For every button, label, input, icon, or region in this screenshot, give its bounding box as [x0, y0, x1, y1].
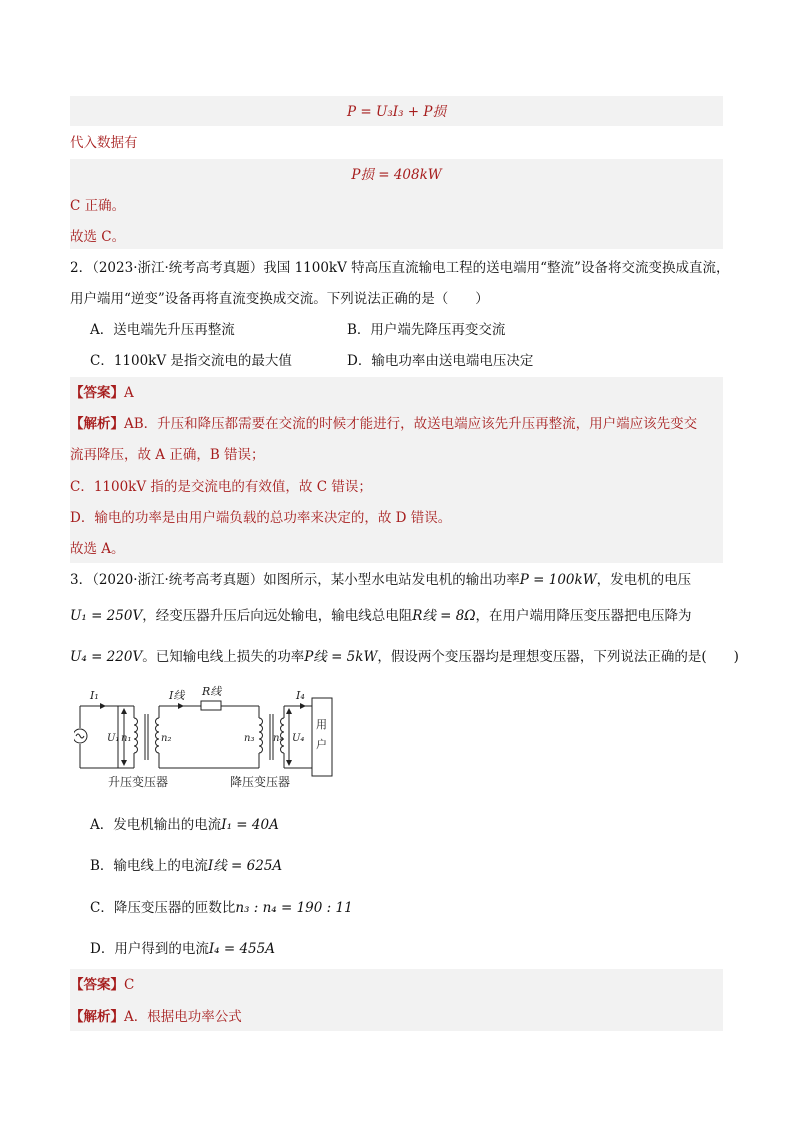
answer-value: A [124, 385, 134, 401]
option-value: n₃ : n₄ = 190 : 11 [235, 900, 353, 916]
q2-analysis-line-3: C．1100kV 指的是交流电的有效值，故 C 错误； [70, 479, 372, 495]
label-n4: n₄ [273, 733, 284, 744]
current-arrow-i1 [100, 703, 106, 709]
q3-option-a [90, 816, 279, 834]
current-arrow-i4 [300, 703, 306, 709]
q3-voltage-u4: U₄ = 220V [70, 649, 143, 665]
label-n2: n₂ [161, 733, 172, 744]
label-i1: I₁ [90, 689, 99, 702]
q2-option-a: A．送电端先升压再整流 [90, 322, 235, 338]
q3-stem-text: 3．（2020·浙江·统考高考真题）如图所示，某小型水电站发电机的输出功率 [70, 572, 520, 588]
choose-c-text: 故选 C。 [70, 229, 126, 245]
q2-answer-band [70, 377, 723, 563]
q3-resistance: R线 = 8Ω [412, 608, 476, 624]
answer-tag: 【答案】 [70, 385, 124, 401]
option-value: I₁ = 40A [221, 817, 279, 833]
substitute-text: 代入数据有 [70, 135, 138, 151]
label-u4: U₄ [292, 733, 305, 744]
analysis-tag: 【解析】 [70, 1009, 124, 1025]
q3-answer [70, 976, 134, 994]
q3-stem-line-3 [70, 648, 739, 666]
current-arrow-iline [178, 703, 184, 709]
q3-analysis-line-1 [70, 1008, 242, 1026]
q3-option-b [90, 857, 282, 875]
conclusion-band [70, 189, 723, 249]
analysis-text: AB．升压和降压都需要在交流的时候才能进行，故送电端应该先升压再整流，用户端应该先变交 [124, 416, 698, 432]
option-text: C．降压变压器的匝数比 [90, 900, 236, 916]
q2-choose: 故选 A。 [70, 541, 125, 557]
formula-loss-power: P损 = 408kW [351, 167, 442, 183]
q2-stem-line-2: 用户端用“逆变”设备再将直流变换成交流。下列说法正确的是（ ） [70, 291, 489, 307]
label-step-up: 升压变压器 [108, 775, 169, 789]
q2-analysis-line-4: D．输电的功率是由用户端负载的总功率来决定的，故 D 错误。 [70, 510, 452, 526]
q3-option-c [90, 899, 353, 917]
label-i4: I₄ [296, 689, 305, 702]
label-user-2: 户 [316, 738, 327, 751]
option-text: A．发电机输出的电流 [90, 817, 222, 833]
q2-option-b: B．用户端先降压再变交流 [347, 322, 506, 338]
q3-power-value: P = 100kW [519, 572, 597, 588]
label-iline: I线 [169, 689, 185, 702]
q3-stem-text: ，发电机的电压 [596, 572, 692, 588]
q3-loss-power: P线 = 5kW [304, 649, 378, 665]
q3-option-d [90, 940, 275, 958]
q2-analysis-line-1 [70, 415, 697, 433]
c-correct-text: C 正确。 [70, 198, 126, 214]
q3-stem-text: ，假设两个变压器均是理想变压器，下列说法正确的是( ) [377, 649, 739, 665]
label-n3: n₃ [244, 733, 255, 744]
q2-option-c: C．1100kV 是指交流电的最大值 [90, 353, 292, 369]
analysis-tag: 【解析】 [70, 416, 124, 432]
option-value: I线 = 625A [207, 858, 283, 874]
line-resistor [201, 701, 221, 710]
q3-stem-line-1 [70, 571, 691, 589]
q3-stem-text: ，经变压器升压后向远处输电，输电线总电阻 [142, 608, 413, 624]
q3-voltage-u1: U₁ = 250V [70, 608, 143, 624]
q2-answer [70, 384, 134, 402]
label-u1: U₁ [107, 733, 120, 744]
formula-power-sum: P = U₃I₃ + P损 [347, 104, 446, 120]
answer-value: C [124, 977, 135, 993]
q3-stem-text: 。已知输电线上损失的功率 [142, 649, 305, 665]
q3-stem-line-2 [70, 607, 692, 625]
answer-tag: 【答案】 [70, 977, 124, 993]
label-rline: R线 [202, 685, 222, 698]
label-step-down: 降压变压器 [230, 775, 291, 789]
q2-option-d: D．输电功率由送电端电压决定 [347, 353, 534, 369]
user-load-box [312, 698, 332, 776]
transformer-circuit-diagram [74, 684, 336, 794]
option-value: I₄ = 455A [208, 941, 275, 957]
option-text: B．输电线上的电流 [90, 858, 208, 874]
q2-analysis-line-2: 流再降压，故 A 正确，B 错误； [70, 447, 265, 463]
label-user-1: 用 [316, 718, 327, 731]
q3-stem-text: ，在用户端用降压变压器把电压降为 [475, 608, 692, 624]
option-text: D．用户得到的电流 [90, 941, 209, 957]
q2-stem-line-1: 2．（2023·浙江·统考高考真题）我国 1100kV 特高压直流输电工程的送电端用“整流”设备将交流变换成直流， [70, 260, 730, 276]
analysis-text: A．根据电功率公式 [124, 1009, 242, 1025]
label-n1: n₁ [121, 733, 132, 744]
